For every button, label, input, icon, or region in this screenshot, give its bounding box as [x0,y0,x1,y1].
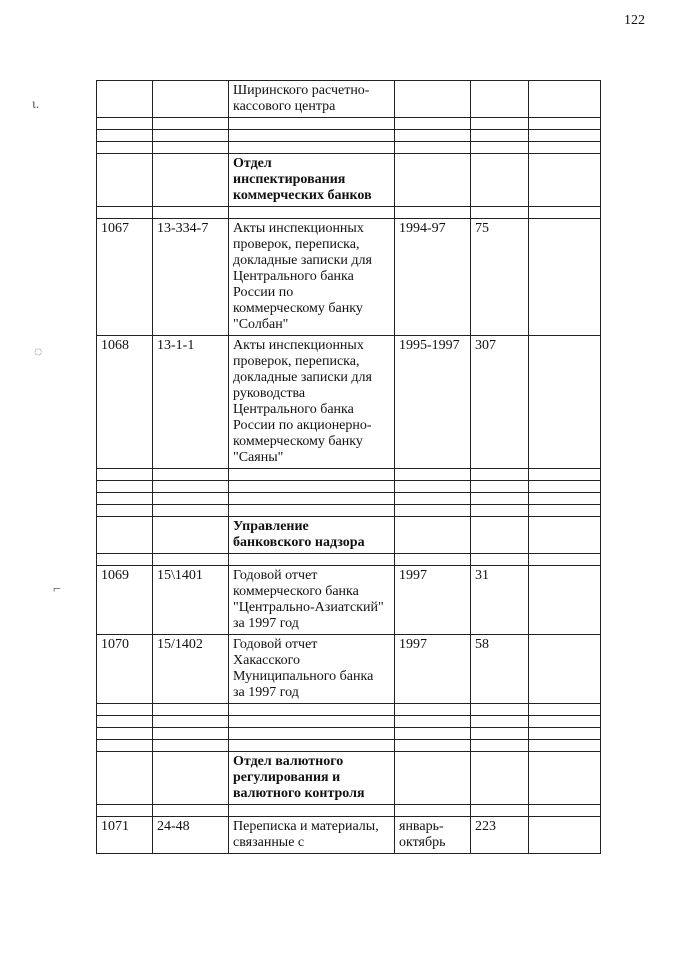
blank-row [97,740,601,752]
blank-cell [97,704,153,716]
blank-cell [471,469,529,481]
blank-cell [471,142,529,154]
blank-cell [229,130,395,142]
blank-cell [229,704,395,716]
blank-cell [229,728,395,740]
note-cell [529,566,601,635]
blank-cell [97,554,153,566]
blank-cell [229,554,395,566]
count-cell [471,517,529,554]
blank-cell [229,207,395,219]
blank-cell [529,554,601,566]
blank-cell [395,740,471,752]
section-heading: Отдел инспектирования коммерческих банков [229,154,395,207]
blank-cell [229,493,395,505]
blank-cell [97,805,153,817]
blank-cell [153,728,229,740]
blank-cell [529,469,601,481]
blank-cell [471,130,529,142]
count-cell [471,752,529,805]
blank-cell [529,493,601,505]
blank-cell [471,704,529,716]
table-row [97,336,601,469]
blank-cell [529,805,601,817]
blank-cell [529,142,601,154]
archive-register-table [96,80,601,854]
blank-cell [471,493,529,505]
item-number: 1070 [97,635,153,704]
file-code: 13-1-1 [153,336,229,469]
years-cell [395,154,471,207]
file-title: Годовой отчет Хакасского Муниципального банка за 1997 год [229,635,395,704]
blank-cell [529,481,601,493]
file-title: Переписка и материалы, связанные с [229,817,395,854]
section-heading-row [97,752,601,805]
date-range [395,81,471,118]
blank-cell [529,130,601,142]
note-cell [529,752,601,805]
blank-cell [97,481,153,493]
sheet-count: 223 [471,817,529,854]
note-cell [529,517,601,554]
blank-cell [153,740,229,752]
blank-cell [229,740,395,752]
item-number: 1067 [97,219,153,336]
file-title: Ширинского расчетно- кассового центра [229,81,395,118]
note-cell [529,81,601,118]
item-number: 1069 [97,566,153,635]
blank-cell [529,716,601,728]
register-body [97,81,601,854]
blank-cell [153,716,229,728]
blank-cell [395,554,471,566]
sheet-count [471,81,529,118]
blank-cell [229,716,395,728]
blank-row [97,728,601,740]
blank-row [97,469,601,481]
blank-cell [395,805,471,817]
file-code: 15\1401 [153,566,229,635]
code-cell [153,517,229,554]
item-number: 1068 [97,336,153,469]
num-cell [97,752,153,805]
sheet-count: 307 [471,336,529,469]
blank-cell [529,728,601,740]
section-heading-row [97,154,601,207]
blank-cell [395,728,471,740]
scan-mark: ◌ [34,345,43,360]
section-heading: Управление банковского надзора [229,517,395,554]
blank-cell [471,740,529,752]
blank-cell [229,469,395,481]
blank-cell [153,805,229,817]
blank-cell [471,728,529,740]
blank-cell [153,704,229,716]
table-row [97,81,601,118]
blank-row [97,481,601,493]
date-range: 1995-1997 [395,336,471,469]
sheet-count: 75 [471,219,529,336]
blank-cell [395,704,471,716]
blank-cell [97,469,153,481]
date-range: 1997 [395,566,471,635]
file-code [153,81,229,118]
blank-cell [395,118,471,130]
sheet-count: 58 [471,635,529,704]
blank-row [97,130,601,142]
num-cell [97,154,153,207]
note-cell [529,219,601,336]
blank-cell [529,704,601,716]
file-title: Акты инспекционных проверок, переписка, докладные записки для руководства Центрального банка России по акционерно- коммерческому банку "Саяны" [229,336,395,469]
code-cell [153,154,229,207]
blank-cell [97,740,153,752]
file-code: 13-334-7 [153,219,229,336]
blank-cell [153,207,229,219]
note-cell [529,154,601,207]
scan-mark: ι. [32,97,40,112]
blank-row [97,554,601,566]
page-number: 122 [624,13,645,28]
blank-cell [229,142,395,154]
blank-cell [153,118,229,130]
blank-cell [395,469,471,481]
blank-cell [153,554,229,566]
blank-cell [471,716,529,728]
blank-cell [229,505,395,517]
num-cell [97,517,153,554]
item-number [97,81,153,118]
blank-cell [529,207,601,219]
years-cell [395,752,471,805]
file-title: Акты инспекционных проверок, переписка, докладные записки для Центрального банка России по коммерческому банку "Солбан" [229,219,395,336]
section-heading: Отдел валютного регулирования и валютного контроля [229,752,395,805]
blank-cell [471,805,529,817]
blank-cell [395,207,471,219]
years-cell [395,517,471,554]
blank-cell [97,728,153,740]
blank-cell [395,493,471,505]
sheet-count: 31 [471,566,529,635]
blank-row [97,207,601,219]
file-title: Годовой отчет коммерческого банка "Центрально-Азиатский" за 1997 год [229,566,395,635]
table-row [97,817,601,854]
blank-row [97,118,601,130]
date-range: 1994-97 [395,219,471,336]
blank-row [97,716,601,728]
count-cell [471,154,529,207]
date-range: 1997 [395,635,471,704]
blank-cell [153,130,229,142]
blank-row [97,142,601,154]
blank-cell [471,554,529,566]
blank-cell [97,207,153,219]
blank-cell [97,505,153,517]
blank-cell [471,118,529,130]
blank-row [97,805,601,817]
blank-cell [229,805,395,817]
table-row [97,635,601,704]
note-cell [529,336,601,469]
note-cell [529,635,601,704]
table-row [97,566,601,635]
blank-cell [395,505,471,517]
blank-cell [529,740,601,752]
blank-row [97,493,601,505]
blank-cell [229,481,395,493]
file-code: 15/1402 [153,635,229,704]
blank-row [97,505,601,517]
blank-row [97,704,601,716]
blank-cell [529,118,601,130]
blank-cell [153,493,229,505]
blank-cell [153,505,229,517]
date-range: январь- октябрь [395,817,471,854]
table-row [97,219,601,336]
blank-cell [97,142,153,154]
section-heading-row [97,517,601,554]
blank-cell [529,505,601,517]
blank-cell [97,716,153,728]
note-cell [529,817,601,854]
blank-cell [471,481,529,493]
blank-cell [97,118,153,130]
file-code: 24-48 [153,817,229,854]
blank-cell [229,118,395,130]
blank-cell [471,505,529,517]
blank-cell [153,142,229,154]
blank-cell [153,481,229,493]
code-cell [153,752,229,805]
blank-cell [395,130,471,142]
blank-cell [395,481,471,493]
blank-cell [471,207,529,219]
blank-cell [395,142,471,154]
item-number: 1071 [97,817,153,854]
blank-cell [97,130,153,142]
blank-cell [97,493,153,505]
scan-mark: ⌐ [53,582,61,597]
blank-cell [153,469,229,481]
blank-cell [395,716,471,728]
